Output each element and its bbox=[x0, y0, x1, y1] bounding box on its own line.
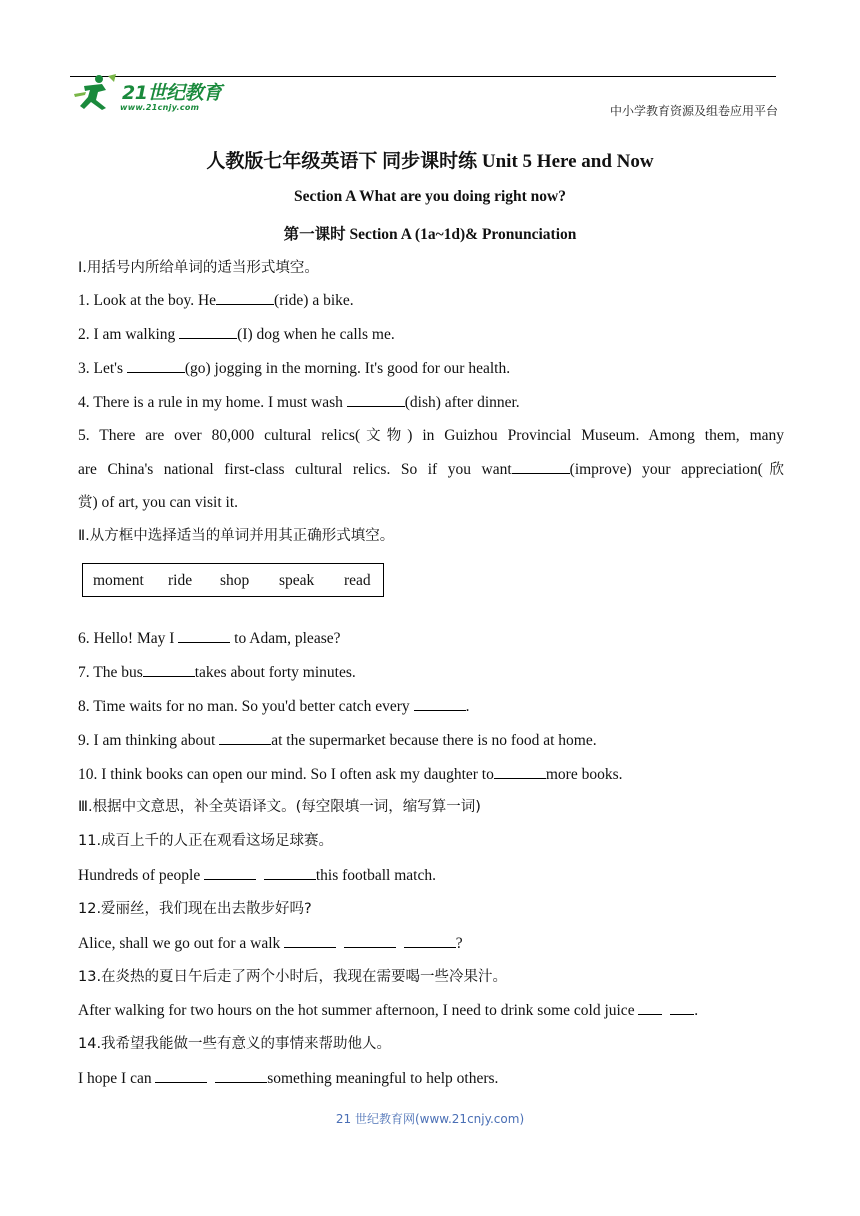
part1-heading: Ⅰ.用括号内所给单词的适当形式填空。 bbox=[78, 260, 319, 276]
question-2: 2. I am walking (I) dog when he calls me. bbox=[78, 326, 395, 343]
part2-heading: Ⅱ.从方框中选择适当的单词并用其正确形式填空。 bbox=[78, 528, 395, 544]
question-5-line-2: are China's national first-class cultural relics. So if you want (improve) your appreciation(欣 bbox=[78, 461, 785, 478]
question-13: After walking for two hours on the hot summer afternoon, I need to drink some cold juice . bbox=[78, 1002, 699, 1019]
answer-blank[interactable] bbox=[512, 459, 570, 474]
question-4: 4. There is a rule in my home. I must wash (dish) after dinner. bbox=[78, 394, 520, 411]
part3-heading: Ⅲ.根据中文意思，补全英语译文。(每空限填一词，缩写算一词) bbox=[78, 799, 481, 815]
word-box-item: read bbox=[344, 572, 371, 589]
answer-blank[interactable] bbox=[344, 933, 396, 948]
question-7: 7. The bus takes about forty minutes. bbox=[78, 664, 356, 681]
question-3: 3. Let's (go) jogging in the morning. It's good for our health. bbox=[78, 360, 511, 377]
answer-blank[interactable] bbox=[494, 764, 546, 779]
answer-blank[interactable] bbox=[143, 662, 195, 677]
answer-blank[interactable] bbox=[216, 290, 274, 305]
question-11: Hundreds of people this football match. bbox=[78, 867, 436, 884]
question-5-line-1: 5. There are over 80,000 cultural relics(文物) in Guizhou Provincial Museum. Among them, many bbox=[78, 427, 785, 444]
question-6: 6. Hello! May I to Adam, please? bbox=[78, 630, 341, 647]
question-11-chinese: 11.成百上千的人正在观看这场足球赛。 bbox=[78, 833, 334, 849]
answer-blank[interactable] bbox=[219, 730, 271, 745]
question-12-chinese: 12.爱丽丝，我们现在出去散步好吗? bbox=[78, 901, 312, 917]
section-title: Section A What are you doing right now? bbox=[293, 188, 566, 205]
question-8: 8. Time waits for no man. So you'd better catch every . bbox=[78, 698, 470, 715]
answer-blank[interactable] bbox=[155, 1068, 207, 1083]
word-box bbox=[82, 563, 384, 597]
page-title: 人教版七年级英语下 同步课时练 Unit 5 Here and Now bbox=[206, 151, 654, 172]
platform-label: 中小学教育资源及组卷应用平台 bbox=[609, 104, 778, 118]
question-12: Alice, shall we go out for a walk ? bbox=[78, 935, 463, 952]
question-14: I hope I can something meaningful to help others. bbox=[78, 1070, 499, 1087]
answer-blank[interactable] bbox=[178, 628, 230, 643]
answer-blank[interactable] bbox=[127, 358, 185, 373]
question-13-chinese: 13.在炎热的夏日午后走了两个小时后，我现在需要喝一些冷果汁。 bbox=[78, 969, 508, 985]
answer-blank[interactable] bbox=[264, 865, 316, 880]
answer-blank[interactable] bbox=[204, 865, 256, 880]
word-box-item: shop bbox=[220, 572, 250, 589]
answer-blank[interactable] bbox=[215, 1068, 267, 1083]
lesson-title: 第一课时 Section A (1a~1d)& Pronunciation bbox=[283, 226, 577, 243]
word-box-item: moment bbox=[93, 572, 144, 589]
answer-blank[interactable] bbox=[670, 1000, 694, 1015]
question-14-chinese: 14.我希望我能做一些有意义的事情来帮助他人。 bbox=[78, 1036, 392, 1052]
answer-blank[interactable] bbox=[638, 1000, 662, 1015]
word-box-item: ride bbox=[168, 572, 193, 589]
answer-blank[interactable] bbox=[284, 933, 336, 948]
question-1: 1. Look at the boy. He (ride) a bike. bbox=[78, 292, 354, 309]
answer-blank[interactable] bbox=[414, 696, 466, 711]
question-5-line-3: 赏) of art, you can visit it. bbox=[78, 494, 238, 511]
word-box-item: speak bbox=[279, 572, 315, 589]
question-9: 9. I am thinking about at the supermarket because there is no food at home. bbox=[78, 732, 597, 749]
answer-blank[interactable] bbox=[179, 324, 237, 339]
question-10: 10. I think books can open our mind. So I often ask my daughter to more books. bbox=[78, 766, 623, 783]
footer: 21 世纪教育网(www.21cnjy.com) bbox=[335, 1112, 525, 1126]
runner-logo-icon bbox=[72, 72, 118, 112]
answer-blank[interactable] bbox=[404, 933, 456, 948]
logo bbox=[72, 70, 237, 118]
logo-url: www.21cnjy.com bbox=[120, 103, 200, 112]
logo-text: 21世纪教育 bbox=[122, 82, 222, 104]
answer-blank[interactable] bbox=[347, 392, 405, 407]
